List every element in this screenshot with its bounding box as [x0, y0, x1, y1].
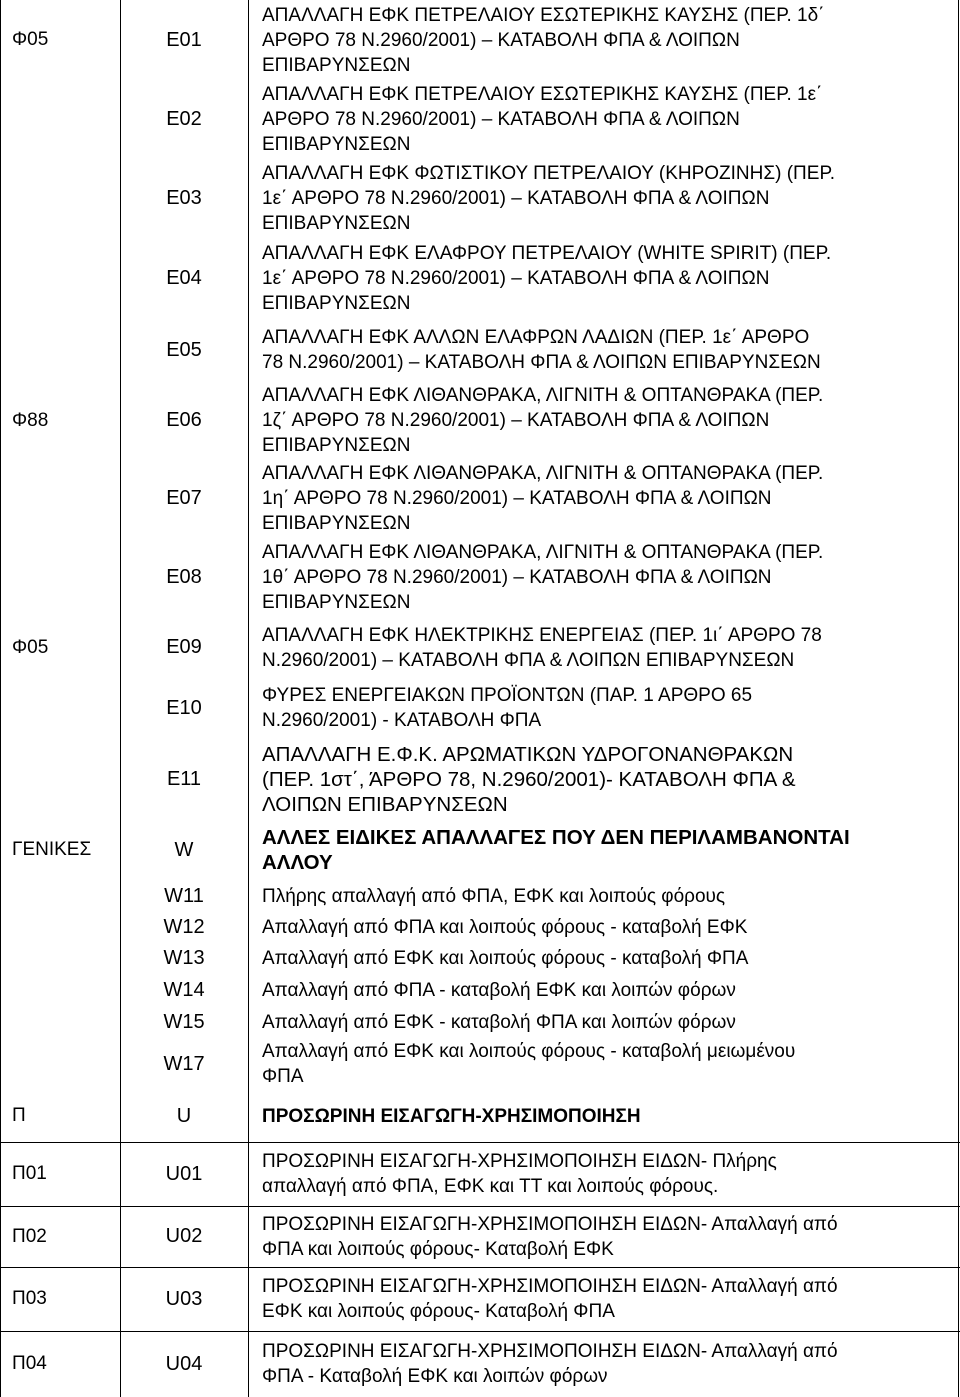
table-row: [0, 1038, 960, 1090]
description-cell: Απαλλαγή από ΕΦΚ και λοιπούς φόρους - καταβολή ΦΠΑ: [262, 947, 749, 969]
description-cell: Πλήρης απαλλαγή από ΦΠΑ, ΕΦΚ και λοιπούς φόρους: [262, 885, 726, 907]
table-row: [0, 1267, 960, 1331]
group-cell: [0, 238, 120, 318]
group-cell: Φ05: [12, 29, 49, 50]
group-cell: Π02: [12, 1225, 47, 1247]
code-cell: U03: [165, 1287, 203, 1310]
code-cell: U01: [165, 1162, 203, 1185]
description-cell: ΠΡΟΣΩΡΙΝΗ ΕΙΣΑΓΩΓΗ-ΧΡΗΣΙΜΟΠΟΙΗΣΗ ΕΙΔΩΝ- Απαλλαγή από ΦΠΑ - Καταβολή ΕΦΚ και λοιπών φόρων: [262, 1341, 838, 1387]
table-row: [0, 738, 960, 820]
group-cell: [0, 678, 120, 738]
group-cell: Φ88: [12, 409, 49, 431]
group-cell: [0, 318, 120, 382]
code-cell: E08: [166, 566, 202, 588]
code-cell: W14: [163, 978, 205, 1001]
group-cell: [0, 158, 120, 238]
group-cell: Π: [12, 1105, 26, 1126]
description-cell: ΑΠΑΛΛΑΓΗ ΕΦΚ ΕΛΑΦΡΟΥ ΠΕΤΡΕΛΑΙΟΥ (WHITE SPIRIT) (ΠΕΡ. 1ε΄ ΑΡΘΡΟ 78 Ν.2960/2001) – ΚΑΤΑΒΟΛΗ ΦΠΑ & ΛΟΙΠΩΝ ΕΠΙΒΑΡΥΝΣΕΩΝ: [262, 242, 832, 314]
table-row: [0, 158, 960, 238]
group-cell: [0, 459, 120, 538]
table-row: [0, 820, 960, 880]
code-cell: W13: [163, 946, 205, 969]
group-cell: Π03: [12, 1288, 47, 1309]
code-cell: E02: [166, 107, 202, 130]
table-row: [0, 912, 960, 942]
description-cell: ΑΠΑΛΛΑΓΗ Ε.Φ.Κ. ΑΡΩΜΑΤΙΚΩΝ ΥΔΡΟΓΟΝΑΝΘΡΑΚΩΝ (ΠΕΡ. 1στ΄, ΆΡΘΡΟ 78, Ν.2960/2001)- ΚΑΤΑΒΟΛΗ ΦΠΑ & ΛΟΙΠΩΝ ΕΠΙΒΑΡΥΝΣΕΩΝ: [262, 742, 796, 816]
description-cell: ΠΡΟΣΩΡΙΝΗ ΕΙΣΑΓΩΓΗ-ΧΡΗΣΙΜΟΠΟΙΗΣΗ: [262, 1105, 641, 1127]
table-row: [0, 678, 960, 738]
description-cell: ΑΠΑΛΛΑΓΗ ΕΦΚ ΦΩΤΙΣΤΙΚΟΥ ΠΕΤΡΕΛΑΙΟΥ (ΚΗΡΟΖΙΝΗΣ) (ΠΕΡ. 1ε΄ ΑΡΘΡΟ 78 Ν.2960/2001) – ΚΑΤΑΒΟΛΗ ΦΠΑ & ΛΟΙΠΩΝ ΕΠΙΒΑΡΥΝΣΕΩΝ: [262, 162, 835, 234]
code-cell: U04: [165, 1352, 203, 1375]
code-cell: E01: [166, 28, 202, 51]
code-cell: E06: [166, 409, 202, 431]
description-cell: ΑΠΑΛΛΑΓΗ ΕΦΚ ΗΛΕΚΤΡΙΚΗΣ ΕΝΕΡΓΕΙΑΣ (ΠΕΡ. 1ι΄ ΑΡΘΡΟ 78 Ν.2960/2001) – ΚΑΤΑΒΟΛΗ ΦΠΑ & ΛΟΙΠΩΝ ΕΠΙΒΑΡΥΝΣΕΩΝ: [262, 624, 822, 671]
group-cell: Π04: [12, 1353, 47, 1374]
group-cell: [0, 538, 120, 617]
description-cell: ΑΠΑΛΛΑΓΗ ΕΦΚ ΛΙΘΑΝΘΡΑΚΑ, ΛΙΓΝΙΤΗ & ΟΠΤΑΝΘΡΑΚΑ (ΠΕΡ. 1ζ΄ ΑΡΘΡΟ 78 Ν.2960/2001) – ΚΑΤΑΒΟΛΗ ΦΠΑ & ΛΟΙΠΩΝ ΕΠΙΒΑΡΥΝΣΕΩΝ: [262, 385, 824, 456]
description-cell: ΑΠΑΛΛΑΓΗ ΕΦΚ ΠΕΤΡΕΛΑΙΟΥ ΕΣΩΤΕΡΙΚΗΣ ΚΑΥΣΗΣ (ΠΕΡ. 1δ΄ ΑΡΘΡΟ 78 Ν.2960/2001) – ΚΑΤΑΒΟΛΗ ΦΠΑ & ΛΟΙΠΩΝ ΕΠΙΒΑΡΥΝΣΕΩΝ: [262, 4, 825, 76]
description-cell: ΦΥΡΕΣ ΕΝΕΡΓΕΙΑΚΩΝ ΠΡΟΪΟΝΤΩΝ (ΠΑΡ. 1 ΑΡΘΡΟ 65 Ν.2960/2001) - ΚΑΤΑΒΟΛΗ ΦΠΑ: [262, 685, 753, 731]
code-cell: E05: [166, 338, 202, 361]
code-cell: W15: [163, 1010, 205, 1033]
table-row: [0, 1006, 960, 1038]
code-cell: E10: [166, 696, 202, 719]
group-cell: [0, 974, 120, 1006]
description-cell: Απαλλαγή από ΕΦΚ και λοιπούς φόρους - καταβολή μειωμένου ΦΠΑ: [262, 1041, 796, 1087]
group-cell: Π01: [12, 1163, 47, 1184]
code-cell: W12: [163, 915, 205, 938]
table-row: [0, 1331, 960, 1397]
code-cell: W11: [164, 884, 204, 907]
group-cell: [0, 1038, 120, 1090]
code-cell: E07: [166, 487, 202, 509]
table-row: [0, 974, 960, 1006]
group-cell: Φ05: [12, 636, 49, 658]
table-row: [0, 382, 960, 459]
description-cell: Απαλλαγή από ΕΦΚ - καταβολή ΦΠΑ και λοιπών φόρων: [262, 1011, 736, 1033]
code-cell: W: [174, 838, 194, 861]
group-cell: [0, 912, 120, 942]
description-cell: ΑΠΑΛΛΑΓΗ ΕΦΚ ΠΕΤΡΕΛΑΙΟΥ ΕΣΩΤΕΡΙΚΗΣ ΚΑΥΣΗΣ (ΠΕΡ. 1ε΄ ΑΡΘΡΟ 78 Ν.2960/2001) – ΚΑΤΑΒΟΛΗ ΦΠΑ & ΛΟΙΠΩΝ ΕΠΙΒΑΡΥΝΣΕΩΝ: [262, 83, 823, 155]
code-cell: U: [176, 1104, 192, 1127]
group-cell: ΓΕΝΙΚΕΣ: [12, 839, 92, 860]
table-row: [0, 80, 960, 158]
code-cell: E04: [166, 266, 202, 289]
table-row: [0, 318, 960, 382]
table-row: [0, 880, 960, 912]
group-cell: [0, 880, 120, 912]
table-row: [0, 1142, 960, 1206]
description-cell: Απαλλαγή από ΦΠΑ και λοιπούς φόρους - καταβολή ΕΦΚ: [262, 916, 748, 938]
code-cell: E11: [166, 767, 202, 790]
table-row: [0, 1206, 960, 1267]
description-cell: ΑΠΑΛΛΑΓΗ ΕΦΚ ΛΙΘΑΝΘΡΑΚΑ, ΛΙΓΝΙΤΗ & ΟΠΤΑΝΘΡΑΚΑ (ΠΕΡ. 1η΄ ΑΡΘΡΟ 78 Ν.2960/2001) – ΚΑΤΑΒΟΛΗ ΦΠΑ & ΛΟΙΠΩΝ ΕΠΙΒΑΡΥΝΣΕΩΝ: [262, 463, 824, 534]
description-cell: ΠΡΟΣΩΡΙΝΗ ΕΙΣΑΓΩΓΗ-ΧΡΗΣΙΜΟΠΟΙΗΣΗ ΕΙΔΩΝ- Απαλλαγή από ΕΦΚ και λοιπούς φόρους- Καταβολή ΦΠΑ: [262, 1276, 838, 1322]
description-cell: Απαλλαγή από ΦΠΑ - καταβολή ΕΦΚ και λοιπών φόρων: [262, 979, 736, 1001]
group-cell: [0, 942, 120, 974]
group-cell: [0, 738, 120, 820]
code-cell: E03: [166, 186, 202, 209]
table-row: [0, 459, 960, 538]
code-cell: E09: [166, 636, 202, 658]
table-row: [0, 0, 960, 80]
table-row: [0, 617, 960, 678]
table-row: [0, 942, 960, 974]
group-cell: [0, 1006, 120, 1038]
group-cell: [0, 80, 120, 158]
table-row: [0, 1090, 960, 1142]
description-cell: ΑΠΑΛΛΑΓΗ ΕΦΚ ΑΛΛΩΝ ΕΛΑΦΡΩΝ ΛΑΔΙΩΝ (ΠΕΡ. 1ε΄ ΑΡΘΡΟ 78 Ν.2960/2001) – ΚΑΤΑΒΟΛΗ ΦΠΑ & ΛΟΙΠΩΝ ΕΠΙΒΑΡΥΝΣΕΩΝ: [262, 327, 821, 373]
description-cell: ΑΠΑΛΛΑΓΗ ΕΦΚ ΛΙΘΑΝΘΡΑΚΑ, ΛΙΓΝΙΤΗ & ΟΠΤΑΝΘΡΑΚΑ (ΠΕΡ. 1θ΄ ΑΡΘΡΟ 78 Ν.2960/2001) – ΚΑΤΑΒΟΛΗ ΦΠΑ & ΛΟΙΠΩΝ ΕΠΙΒΑΡΥΝΣΕΩΝ: [262, 542, 824, 613]
table-row: [0, 238, 960, 318]
table-row: [0, 538, 960, 617]
description-cell: ΠΡΟΣΩΡΙΝΗ ΕΙΣΑΓΩΓΗ-ΧΡΗΣΙΜΟΠΟΙΗΣΗ ΕΙΔΩΝ- Πλήρης απαλλαγή από ΦΠΑ, ΕΦΚ και ΤΤ και λοιπούς φόρους.: [262, 1151, 777, 1197]
description-cell: ΑΛΛΕΣ ΕΙΔΙΚΕΣ ΑΠΑΛΛΑΓΕΣ ΠΟΥ ΔΕΝ ΠΕΡΙΛΑΜΒΑΝΟΝΤΑΙ ΑΛΛΟΥ: [262, 826, 850, 874]
description-cell: ΠΡΟΣΩΡΙΝΗ ΕΙΣΑΓΩΓΗ-ΧΡΗΣΙΜΟΠΟΙΗΣΗ ΕΙΔΩΝ- Απαλλαγή από ΦΠΑ και λοιπούς φόρους- Καταβολή ΕΦΚ: [262, 1213, 838, 1260]
code-cell: W17: [163, 1052, 205, 1075]
code-cell: U02: [165, 1225, 203, 1247]
